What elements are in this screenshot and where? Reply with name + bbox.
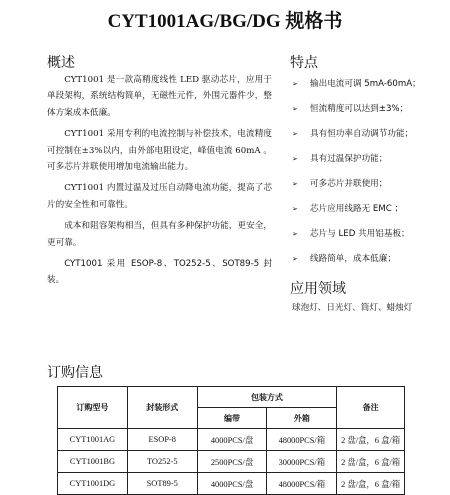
ordering-table — [57, 386, 405, 495]
cell-box: 30000PCS/箱 — [267, 451, 337, 473]
table-row — [58, 451, 405, 473]
arrow-bullet-icon: ➢ — [292, 80, 298, 88]
feature-text: 具有过温保护功能； — [310, 154, 388, 164]
arrow-bullet-icon: ➢ — [292, 205, 298, 213]
cell-box: 48000PCS/箱 — [267, 473, 337, 495]
feature-text: 输出电流可调 5mA-60mA； — [310, 79, 421, 89]
feature-item — [290, 126, 450, 151]
header-model: 订购型号 — [58, 387, 128, 429]
feature-item — [290, 251, 450, 276]
header-box: 外箱 — [267, 408, 337, 429]
ordering-heading: 订购信息 — [47, 365, 103, 381]
arrow-bullet-icon: ➢ — [292, 180, 298, 188]
applications-text: 球泡灯、日光灯、筒灯、蜡烛灯 — [292, 303, 413, 313]
cell-package: ESOP-8 — [127, 429, 197, 451]
feature-text: 芯片与 LED 共用铝基板； — [310, 229, 410, 239]
feature-text: 芯片应用线路无 EMC ； — [310, 204, 404, 214]
header-package: 封装形式 — [127, 387, 197, 429]
header-packing: 包装方式 — [197, 387, 337, 408]
feature-item — [290, 226, 450, 251]
cell-remark: 2 盘/盒，6 盒/箱 — [337, 451, 405, 473]
cell-tape: 2500PCS/盘 — [197, 451, 267, 473]
arrow-bullet-icon: ➢ — [292, 255, 298, 263]
cell-remark: 2 盘/盒，6 盒/箱 — [337, 429, 405, 451]
feature-item — [290, 201, 450, 226]
cell-model: CYT1001AG — [58, 429, 128, 451]
feature-item — [290, 151, 450, 176]
overview-paragraph: CYT1001 采用专利的电流控制与补偿技术，电流精度可控制在±3%以内，由外部电阻设定，峰值电流 60mA 。可多芯片并联使用增加电流输出能力。 — [47, 129, 272, 173]
overview-paragraph: CYT1001 是一款高精度线性 LED 驱动芯片，应用于单段架构，系统结构简单，无磁性元件，外围元器件少，整体方案成本低廉。 — [47, 75, 272, 118]
features-heading: 特点 — [290, 55, 318, 71]
overview-heading: 概述 — [47, 55, 75, 71]
header-tape: 编带 — [197, 408, 267, 429]
overview-section — [47, 72, 272, 294]
feature-item — [290, 76, 450, 101]
arrow-bullet-icon: ➢ — [292, 155, 298, 163]
cell-box: 48000PCS/箱 — [267, 429, 337, 451]
table-row — [58, 429, 405, 451]
cell-tape: 4000PCS/盘 — [197, 473, 267, 495]
overview-paragraph: 成本和阻容架构相当，但具有多种保护功能，更安全，更可靠。 — [47, 221, 272, 248]
cell-package: TO252-5 — [127, 451, 197, 473]
arrow-bullet-icon: ➢ — [292, 230, 298, 238]
cell-model: CYT1001BG — [58, 451, 128, 473]
cell-remark: 2 盘/盒，6 盒/箱 — [337, 473, 405, 495]
header-remark: 备注 — [337, 387, 405, 429]
cell-package: SOT89-5 — [127, 473, 197, 495]
overview-paragraph: CYT1001 内置过温及过压自动降电流功能，提高了芯片的安全性和可靠性。 — [47, 183, 272, 210]
table-row — [58, 473, 405, 495]
feature-item — [290, 101, 450, 126]
arrow-bullet-icon: ➢ — [292, 105, 298, 113]
cell-tape: 4000PCS/盘 — [197, 429, 267, 451]
feature-text: 恒流精度可以达到±3%； — [310, 104, 409, 114]
features-list — [290, 76, 450, 276]
feature-text: 线路简单，成本低廉； — [310, 254, 396, 264]
applications-heading: 应用领域 — [290, 281, 346, 297]
cell-model: CYT1001DG — [58, 473, 128, 495]
feature-item — [290, 176, 450, 201]
feature-text: 可多芯片并联使用； — [310, 179, 388, 189]
page-title: CYT1001AG/BG/DG 规格书 — [107, 11, 343, 32]
overview-paragraph: CYT1001 采用 ESOP-8、TO252-5、SOT89-5 封装。 — [47, 259, 272, 286]
feature-text: 具有恒功率自动调节功能； — [310, 129, 414, 139]
arrow-bullet-icon: ➢ — [292, 130, 298, 138]
